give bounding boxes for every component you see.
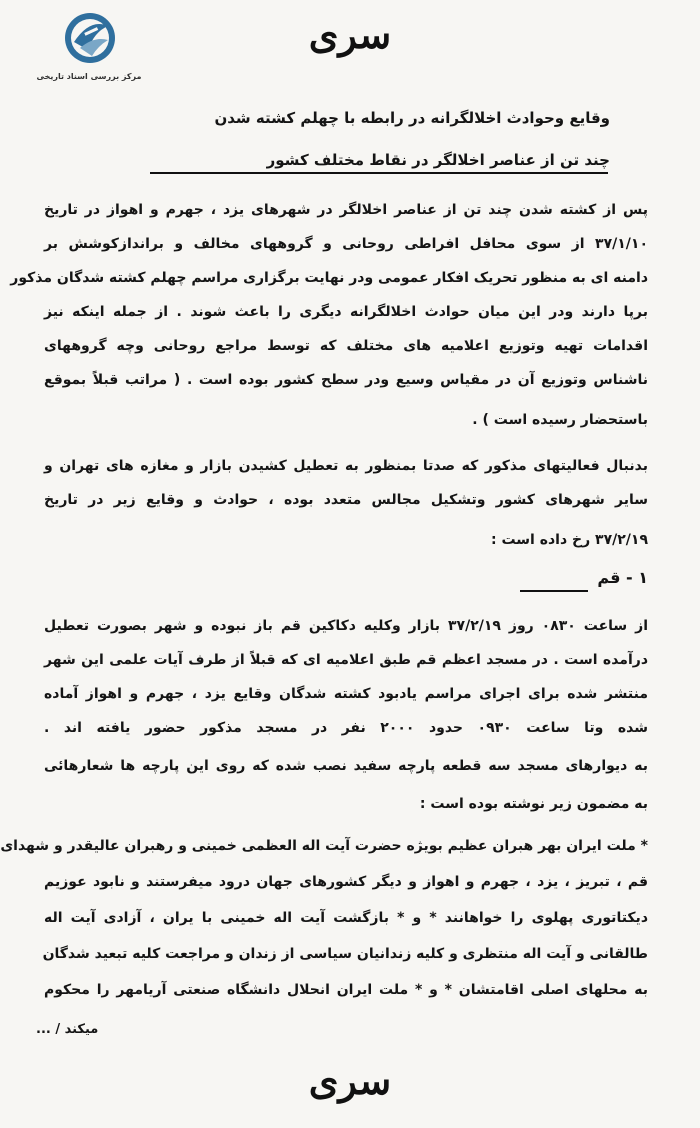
classification-stamp-bottom: سری (308, 1058, 392, 1103)
document-title-line-2: چند تن از عناصر اخلالگر در نقاط مختلف کشور (266, 151, 610, 169)
paragraph-1-line: اقدامات تهیه وتوزیع اعلامیه های مختلف که توسط مراجع روحانی وچه گروههای (44, 338, 648, 354)
paragraph-2-line: سایر شهرهای کشور وتشکیل مجالس متعدد بوده ، حوادث و وقایع زیر در تاریخ (44, 492, 648, 508)
paragraph-2-line: بدنبال فعالیتهای مذکور که صدتا بمنظور به تعطیل کشیدن بازار و مغازه های تهران و (44, 458, 648, 474)
slogan-line: به محلهای اصلی اقامتشان * و * ملت ایران انحلال دانشگاه صنعتی آریامهر را محکوم (44, 982, 648, 998)
paragraph-3-line: منتشر شده برای اجرای مراسم یادبود کشته شدگان وقایع یزد ، جهرم و اهواز آماده (44, 686, 648, 702)
title-underline (150, 172, 608, 174)
continuation-note: میکند / ... (36, 1022, 99, 1037)
section-heading-underline (520, 590, 588, 592)
slogan-line: * ملت ایران بهر هبران عظیم بویژه حضرت آیت اله العظمی خمینی و رهبران عالیقدر و شهدای (0, 838, 648, 854)
paragraph-3-line: شده وتا ساعت ۰۹۳۰ حدود ۲۰۰۰ نفر در مسجد مذکور حضور یافته اند . (44, 720, 649, 736)
archive-caption: مرکز بررسی اسناد تاریخی (36, 72, 142, 81)
paragraph-4-line: به مضمون زیر نوشته بوده است : (419, 796, 648, 812)
paragraph-3-line: از ساعت ۰۸۳۰ روز ۳۷/۲/۱۹ بازار وکلیه دکاکین قم باز نبوده و شهر بصورت تعطیل (44, 618, 648, 634)
paragraph-1-line: پس از کشته شدن چند تن از عناصر اخلالگر در شهرهای یزد ، جهرم و اهواز در تاریخ (44, 202, 648, 218)
slogan-line: طالقانی و آیت اله منتظری و کلیه زندانیان سیاسی از زندان و مراجعت کلیه تبعید شدگان (42, 946, 648, 962)
slogan-line: دیکتاتوری پهلوی را خواهانند * و * بازگشت آیت اله خمینی با یران ، آزادی آیت اله (44, 910, 648, 926)
paragraph-1-line: ۳۷/۱/۱۰ از سوی محافل افراطی روحانی و گروههای مخالف و براندازکوشش بر (44, 236, 648, 252)
paragraph-1-line: برپا دارند ودر این میان حوادث اخلالگرانه دیگری را باعث شوند . از جمله اینکه نیز (44, 304, 648, 320)
paragraph-1-line: ناشناس وتوزیع آن در مقیاس وسیع ودر سطح کشور بوده است . ( مراتب قبلاً بموقع (44, 372, 648, 388)
paragraph-4-line: به دیوارهای مسجد سه قطعه پارچه سفید نصب شده که روی این پارچه ها شعارهائی (44, 758, 648, 774)
paragraph-3-line: درآمده است . در مسجد اعظم قم طبق اعلامیه ای که قبلاً از طرف آیات علمی این شهر (44, 652, 648, 668)
section-heading-qom: ۱ - قم (597, 568, 648, 587)
paragraph-2-line: ۳۷/۲/۱۹ رخ داده است : (490, 532, 648, 548)
document-title-line-1: وقایع وحوادث اخلالگرانه در رابطه با چهلم کشته شدن (214, 109, 610, 127)
paragraph-1-line: باستحضار رسیده است ) . (472, 412, 648, 428)
paragraph-1-line: دامنه ای به منظور تحریک افکار عمومی ودر نهایت برگزاری مراسم چهلم کشته شدگان مذکور (10, 270, 648, 286)
classification-stamp-top: سری (308, 12, 392, 57)
slogan-line: قم ، تبریز ، یزد ، جهرم و اهواز و دیگر کشورهای جهان درود میفرستند و نابود عوزیم (44, 874, 648, 890)
